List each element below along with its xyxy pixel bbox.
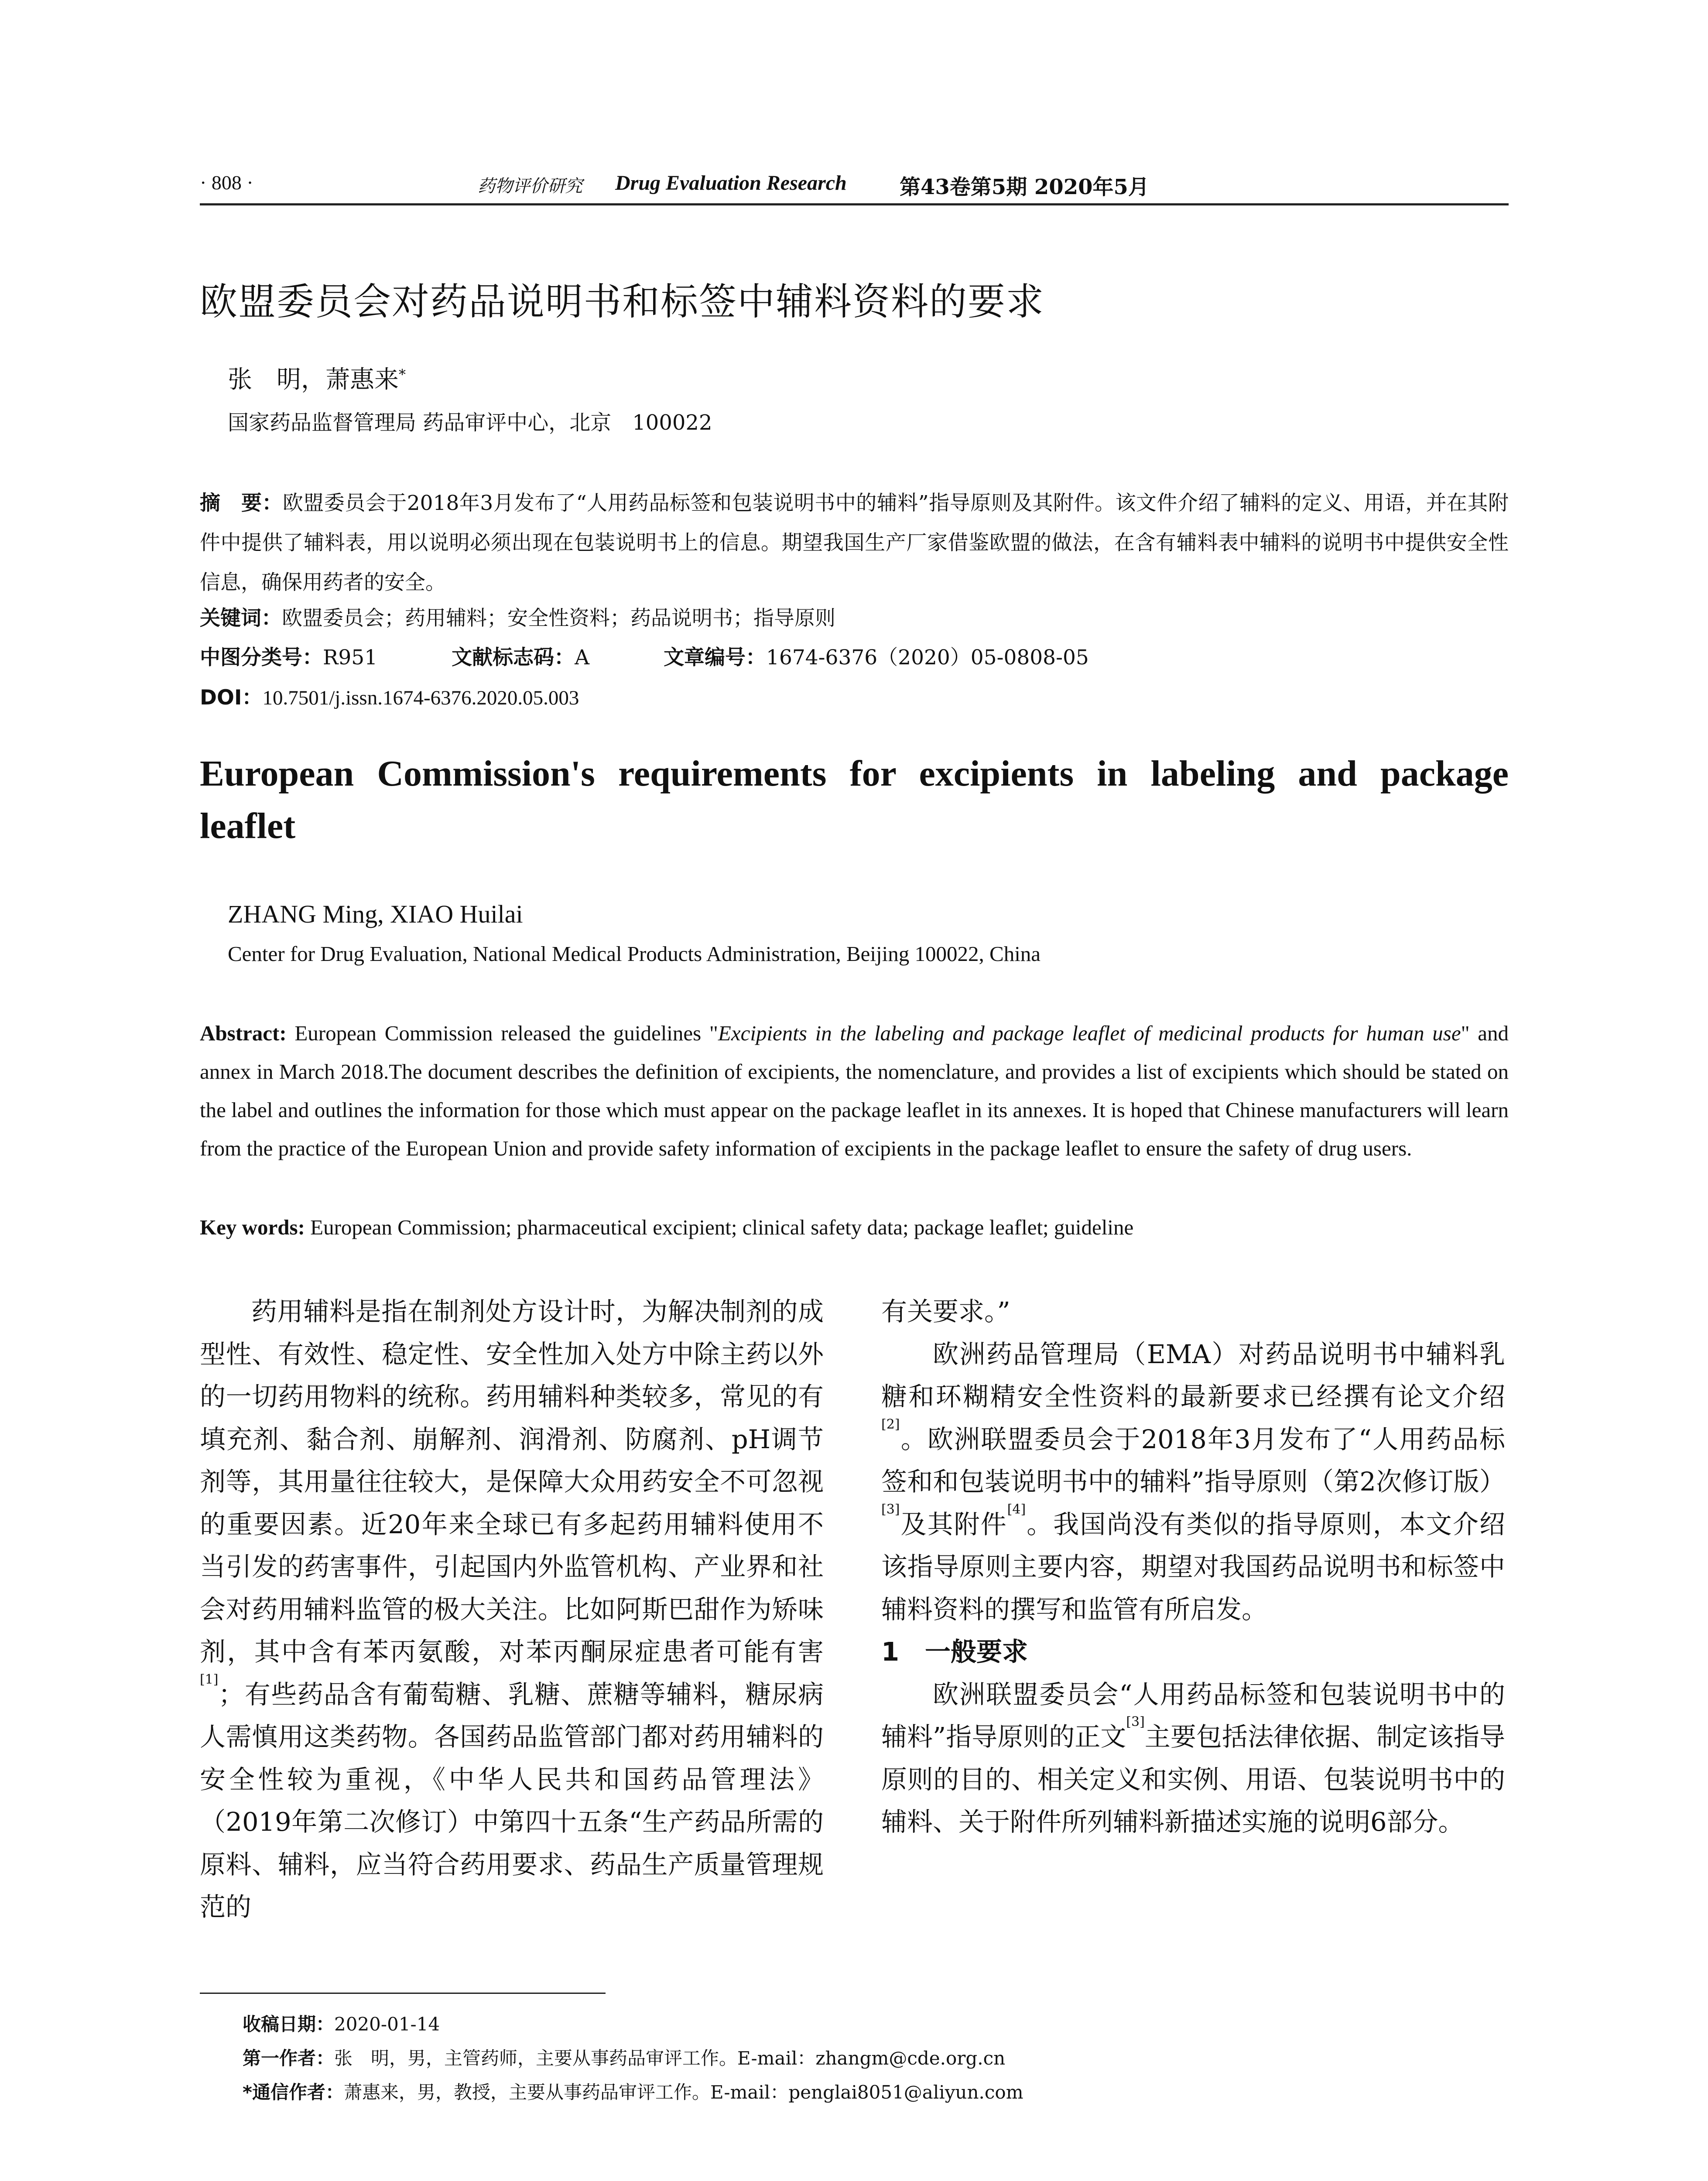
article-number-label: 文章编号： [664, 646, 767, 670]
footnote-received [243, 2010, 440, 2036]
doc-code-label: 文献标志码： [452, 646, 575, 670]
journal-name: Drug Evaluation Research [615, 171, 847, 195]
doc-code-value: A [575, 646, 590, 670]
english-keywords-text: European Commission; pharmaceutical excipient; clinical safety data; package leaflet; guideline [305, 1215, 1134, 1239]
chinese-abstract [200, 483, 1509, 602]
body-right-column [881, 1290, 1505, 1843]
corresponding-mark: * [399, 366, 406, 383]
journal-logo: 药物评价研究 [478, 176, 582, 196]
english-abstract-label: Abstract: [200, 1021, 287, 1045]
doi-label: DOI： [200, 686, 263, 710]
english-affiliation: Center for Drug Evaluation, National Medical Products Administration, Beijing 100022, China [228, 942, 1041, 966]
body-paragraph-continued [881, 1290, 1505, 1333]
body-text: 。我国尚没有类似的指导原则，本文介绍该指导原则主要内容，期望对我国药品说明书和标签中辅料资料的撰写和监管有所启发。 [881, 1509, 1505, 1624]
footnote-first-author [243, 2044, 1005, 2070]
classification-line [200, 638, 1509, 677]
guideline-title-italic: Excipients in the labeling and package leaflet of medicinal products for human use [718, 1021, 1461, 1045]
footnote-label: 收稿日期： [243, 2013, 335, 2035]
footnote-label: 第一作者： [243, 2048, 335, 2069]
footnote-divider [200, 1993, 606, 1994]
chinese-abstract-text: 欧盟委员会于2018年3月发布了“人用药品标签和包装说明书中的辅料”指导原则及其附件。该文件介绍了辅料的定义、用语，并在其附件中提供了辅料表，用以说明必须出现在包装说明书上的信息。期望我国生产厂家借鉴欧盟的做法，在含有辅料表中辅料的说明书中提供安全性信息，确保用药者的安全。 [200, 491, 1509, 595]
chinese-keywords [200, 598, 1509, 638]
footnote-text: 萧惠来，男，教授，主要从事药品审评工作。E-mail：penglai8051@aliyun.com [343, 2082, 1023, 2103]
body-paragraph [200, 1290, 824, 1928]
english-abstract [200, 1014, 1509, 1168]
body-text: 欧洲联盟委员会“人用药品标签和包装说明书中的辅料”指导原则的正文 [881, 1679, 1505, 1752]
chinese-abstract-label: 摘 要： [200, 491, 283, 515]
body-left-column [200, 1290, 824, 1928]
body-text: 欧洲药品管理局（EMA）对药品说明书中辅料乳糖和环糊精安全性资料的最新要求已经撰有论文介绍 [881, 1339, 1505, 1412]
body-text: 药用辅料是指在制剂处方设计时，为解决制剂的成型性、有效性、稳定性、安全性加入处方中除主药以外的一切药用物料的统称。药用辅料种类较多，常见的有填充剂、黏合剂、崩解剂、润滑剂、防腐剂、pH调节剂等，其用量往往较大，是保障大众用药安全不可忽视的重要因素。近20年来全球已有多起药用辅料使用不当引发的药害事件，引起国内外监管机构、产业界和社会对药用辅料监管的极大关注。比如阿斯巴甜作为矫味剂，其中含有苯丙氨酸，对苯丙酮尿症患者可能有害 [200, 1296, 824, 1667]
header-divider [200, 203, 1509, 205]
journal-issue: 第43卷第5期 2020年5月 [900, 175, 1149, 199]
body-text: 有关要求。” [881, 1296, 1010, 1326]
citation-ref[interactable]: [1] [200, 1672, 219, 1687]
citation-ref[interactable]: [2] [881, 1416, 900, 1432]
english-keywords-label: Key words: [200, 1215, 305, 1239]
chinese-authors [228, 360, 406, 395]
body-paragraph [881, 1673, 1505, 1843]
article-number-value: 1674-6376（2020）05-0808-05 [766, 646, 1089, 670]
body-text: ；有些药品含有葡萄糖、乳糖、蔗糖等辅料，糖尿病人需慎用这类药物。各国药品监管部门都对药用辅料的安全性较为重视，《中华人民共和国药品管理法》（2019年第二次修订）中第四十五条“生产药品所需的原料、辅料，应当符合药用要求、药品生产质量管理规范的 [200, 1679, 824, 1922]
chinese-title: 欧盟委员会对药品说明书和标签中辅料资料的要求 [200, 280, 1044, 324]
chinese-author-names: 张 明，萧惠来 [228, 366, 399, 394]
english-abstract-pre: European Commission released the guidelines " [286, 1021, 718, 1045]
body-text: 主要包括法律依据、制定该指导原则的目的、相关定义和实例、用语、包装说明书中的辅料、关于附件所列辅料新描述实施的说明6部分。 [881, 1722, 1505, 1837]
body-text: 。欧洲联盟委员会于2018年3月发布了“人用药品标签和和包装说明书中的辅料”指导原则（第2次修订版） [881, 1424, 1505, 1497]
citation-ref[interactable]: [3] [1126, 1714, 1145, 1730]
footnote-text: 2020-01-14 [334, 2013, 440, 2035]
chinese-affiliation: 国家药品监督管理局 药品审评中心，北京 100022 [228, 410, 712, 435]
footnote-corresponding [243, 2078, 1023, 2104]
body-paragraph [881, 1333, 1505, 1631]
footnote-label: *通信作者： [243, 2082, 344, 2103]
doi-line [200, 678, 1509, 718]
footnote-text: 张 明，男，主管药师，主要从事药品审评工作。E-mail：zhangm@cde.org.cn [334, 2048, 1006, 2069]
page-number: · 808 · [200, 171, 253, 194]
chinese-keywords-text: 欧盟委员会；药用辅料；安全性资料；药品说明书；指导原则 [282, 606, 835, 630]
doi-value: 10.7501/j.issn.1674-6376.2020.05.003 [262, 687, 579, 709]
citation-ref[interactable]: [3] [881, 1501, 900, 1517]
chinese-keywords-label: 关键词： [200, 606, 282, 630]
english-authors: ZHANG Ming, XIAO Huilai [228, 900, 523, 928]
citation-ref[interactable]: [4] [1007, 1501, 1026, 1517]
english-abstract-post: " and annex in March 2018.The document describes the definition of excipients, the nomenclature, and provides a list of excipients which should be stated on the label and outlines the information for those which must appear on the package leaflet in its annexes. It is hoped that Chinese manufacturers will learn from the practice of the European Union and provide safety information of excipients in the package leaflet to ensure the safety of drug users. [200, 1021, 1509, 1160]
english-keywords [200, 1208, 1509, 1247]
class-label: 中图分类号： [200, 646, 323, 670]
body-text: 及其附件 [900, 1509, 1007, 1539]
english-title: European Commission's requirements for excipients in labeling and package leaflet [200, 753, 1509, 846]
section-heading: 1 一般要求 [881, 1637, 1028, 1667]
class-value: R951 [323, 646, 378, 670]
